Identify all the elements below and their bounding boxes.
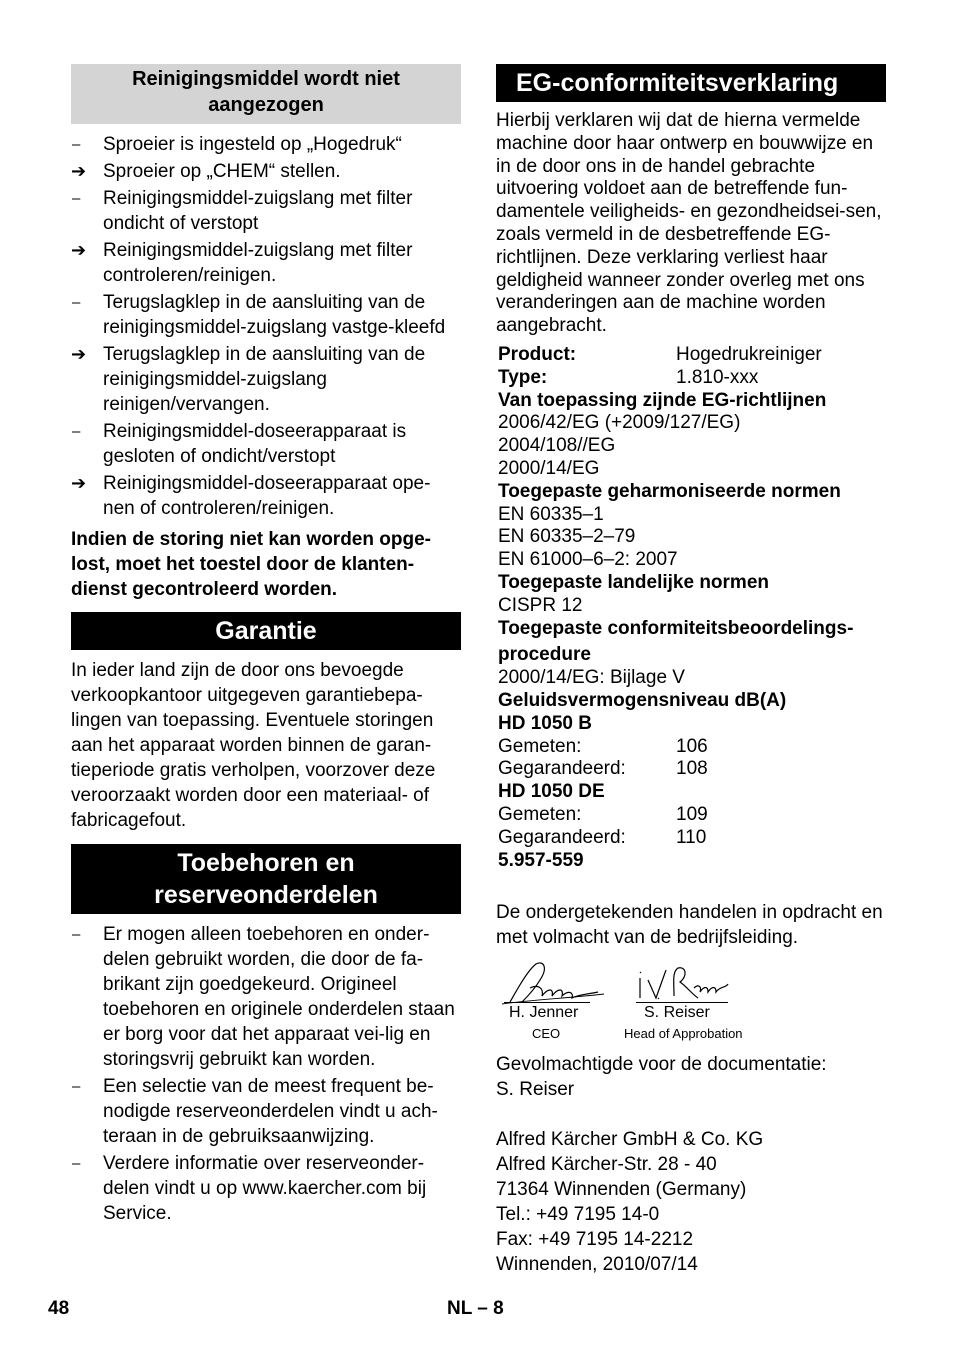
signatory-2-name: S. Reiser	[644, 1004, 710, 1022]
list-item	[71, 1074, 461, 1149]
harmonised-item: EN 60335–1	[498, 503, 604, 525]
arrow-right-icon: ➔	[71, 161, 87, 181]
language-page: NL – 8	[447, 1298, 504, 1319]
signature-area	[496, 958, 886, 1050]
list-item-text: Verdere informatie over reserveonder-delen vindt u op www.kaercher.com bij Service.	[103, 1153, 427, 1224]
arrow-right-icon: ➔	[71, 473, 87, 493]
signatory-1-name: H. Jenner	[509, 1004, 579, 1022]
signatory-1-role: CEO	[532, 1026, 561, 1042]
national-item: CISPR 12	[498, 594, 583, 616]
model-name: HD 1050 B	[498, 712, 592, 734]
eg-intro: Hierbij verklaren wij dat de hierna vermelde machine door haar ontwerp en bouwwijze en in de door ons in de handel gebrachte uitvoering voldoet aan de betreffende fun-damentele veiligheids- en gezondheidsei-sen, zoals vermeld in de desbetreffende EG-richtlijnen. Deze verklaring verliest haar geldigheid wanneer zonder overleg met ons veranderingen aan de machine worden aangebracht.	[496, 110, 882, 337]
directive-item: 2006/42/EG (+2009/127/EG)	[498, 412, 741, 434]
list-item-text: Reinigingsmiddel-doseerapparaat ope-nen of controleren/reinigen.	[103, 473, 431, 519]
directives-label: Van toepassing zijnde EG-richtlijnen	[498, 389, 827, 411]
list-item-text: Reinigingsmiddel-zuigslang met filter controleren/reinigen.	[103, 240, 413, 286]
measured-value: 109	[676, 803, 708, 825]
service-note: Indien de storing niet kan worden opge-lost, moet het toestel door de klanten-dienst gecontroleerd worden.	[71, 529, 431, 600]
dash-icon: –	[72, 294, 81, 311]
procedure-label-1: Toegepaste conformiteitsbeoordelings-	[498, 617, 854, 639]
dash-icon: –	[72, 1078, 81, 1095]
list-item	[71, 186, 461, 236]
address-line: 71364 Winnenden (Germany)	[496, 1179, 747, 1201]
guaranteed-label: Gegarandeerd:	[498, 758, 626, 780]
accessories-heading: Toebehoren en reserveonderdelen	[71, 844, 461, 914]
harmonised-item: EN 61000–6–2: 2007	[498, 549, 678, 571]
address-line: Fax: +49 7195 14-2212	[496, 1229, 694, 1251]
procedure-value: 2000/14/EG: Bijlage V	[498, 667, 685, 689]
signature-reiser	[634, 958, 734, 1008]
list-item	[71, 290, 461, 340]
list-item-text: Een selectie van de meest frequent be-nodigde reserveonderdelen vindt u ach-teraan in de gebruiksaanwijzing.	[103, 1076, 438, 1147]
list-item	[71, 922, 461, 1072]
type-label: Type:	[498, 366, 548, 388]
arrow-right-icon: ➔	[71, 240, 87, 260]
product-value: Hogedrukreiniger	[676, 343, 822, 365]
trouble-heading: Reinigingsmiddel wordt niet aangezogen	[71, 64, 461, 124]
doc-rep-label: Gevolmachtigde voor de documentatie:	[496, 1054, 827, 1076]
address-line: Alfred Kärcher GmbH & Co. KG	[496, 1129, 764, 1151]
type-value: 1.810-xxx	[676, 366, 759, 388]
list-item-text: Er mogen alleen toebehoren en onder-delen gebruikt worden, die door de fa-brikant zijn goedgekeurd. Origineel toebehoren en originele onderdelen staan er borg voor dat het apparaat vei-lig en storingsvrij gebruikt kan worden.	[103, 924, 455, 1070]
accessories-list	[71, 922, 461, 1226]
dash-icon: –	[72, 926, 81, 943]
right-column	[496, 64, 886, 1277]
list-item-text: Reinigingsmiddel-doseerapparaat is gesloten of ondicht/verstopt	[103, 421, 407, 467]
page-number: 48	[48, 1298, 70, 1319]
guaranteed-label: Gegarandeerd:	[498, 826, 626, 848]
list-item-text: Reinigingsmiddel-zuigslang met filter ondicht of verstopt	[103, 188, 413, 234]
address-block	[496, 1127, 886, 1277]
measured-label: Gemeten:	[498, 735, 582, 757]
list-item-text: Terugslagklep in de aansluiting van de reinigingsmiddel-zuigslang vastge-kleefd	[103, 292, 446, 338]
trouble-list	[71, 132, 461, 521]
garantie-heading: Garantie	[71, 612, 461, 650]
address-line: Alfred Kärcher-Str. 28 - 40	[496, 1154, 717, 1176]
sound-label: Geluidsvermogensniveau dB(A)	[498, 689, 787, 711]
signature-line-2	[636, 1002, 728, 1003]
signature-line-1	[504, 1002, 590, 1003]
dash-icon: –	[72, 423, 81, 440]
list-item-text: Terugslagklep in de aansluiting van de reinigingsmiddel-zuigslang reinigen/vervangen.	[103, 344, 426, 415]
eg-heading: EG-conformiteitsverklaring	[496, 64, 886, 102]
list-item	[71, 471, 461, 521]
directive-item: 2004/108//EG	[498, 435, 616, 457]
signatories-text: De ondergetekenden handelen in opdracht en met volmacht van de bedrijfsleiding.	[496, 902, 883, 949]
harmonised-item: EN 60335–2–79	[498, 526, 636, 548]
measured-value: 106	[676, 735, 708, 757]
dash-icon: –	[72, 136, 81, 153]
product-label: Product:	[498, 343, 577, 365]
procedure-label-2: procedure	[498, 644, 591, 666]
model-name: HD 1050 DE	[498, 781, 605, 803]
arrow-right-icon: ➔	[71, 344, 87, 364]
spec-block	[496, 344, 886, 872]
list-item-text: Sproeier op „CHEM“ stellen.	[103, 161, 341, 182]
directive-item: 2000/14/EG	[498, 457, 600, 479]
guaranteed-value: 110	[676, 826, 707, 848]
left-column	[71, 64, 461, 1228]
signatory-2-role: Head of Approbation	[624, 1026, 743, 1042]
dash-icon: –	[72, 1155, 81, 1172]
list-item	[71, 1151, 461, 1226]
doc-rep-name: S. Reiser	[496, 1079, 575, 1101]
list-item	[71, 132, 461, 157]
garantie-text: In ieder land zijn de door ons bevoegde verkoopkantoor uitgegeven garantiebepa-lingen van toepassing. Eventuele storingen aan het apparaat worden binnen de garan-tieperiode gratis verholpen, voorzover deze veroorzaakt worden door een materiaal- of fabricagefout.	[71, 660, 436, 831]
list-item	[71, 159, 461, 184]
national-label: Toegepaste landelijke normen	[498, 571, 770, 593]
doc-number: 5.957-559	[498, 849, 584, 871]
list-item	[71, 238, 461, 288]
list-item-text: Sproeier is ingesteld op „Hogedruk“	[103, 134, 402, 155]
dash-icon: –	[72, 190, 81, 207]
list-item	[71, 419, 461, 469]
guaranteed-value: 108	[676, 758, 708, 780]
address-line: Tel.: +49 7195 14-0	[496, 1204, 660, 1226]
harmonised-label: Toegepaste geharmoniseerde normen	[498, 480, 841, 502]
address-line: Winnenden, 2010/07/14	[496, 1254, 698, 1276]
list-item	[71, 342, 461, 417]
measured-label: Gemeten:	[498, 803, 582, 825]
